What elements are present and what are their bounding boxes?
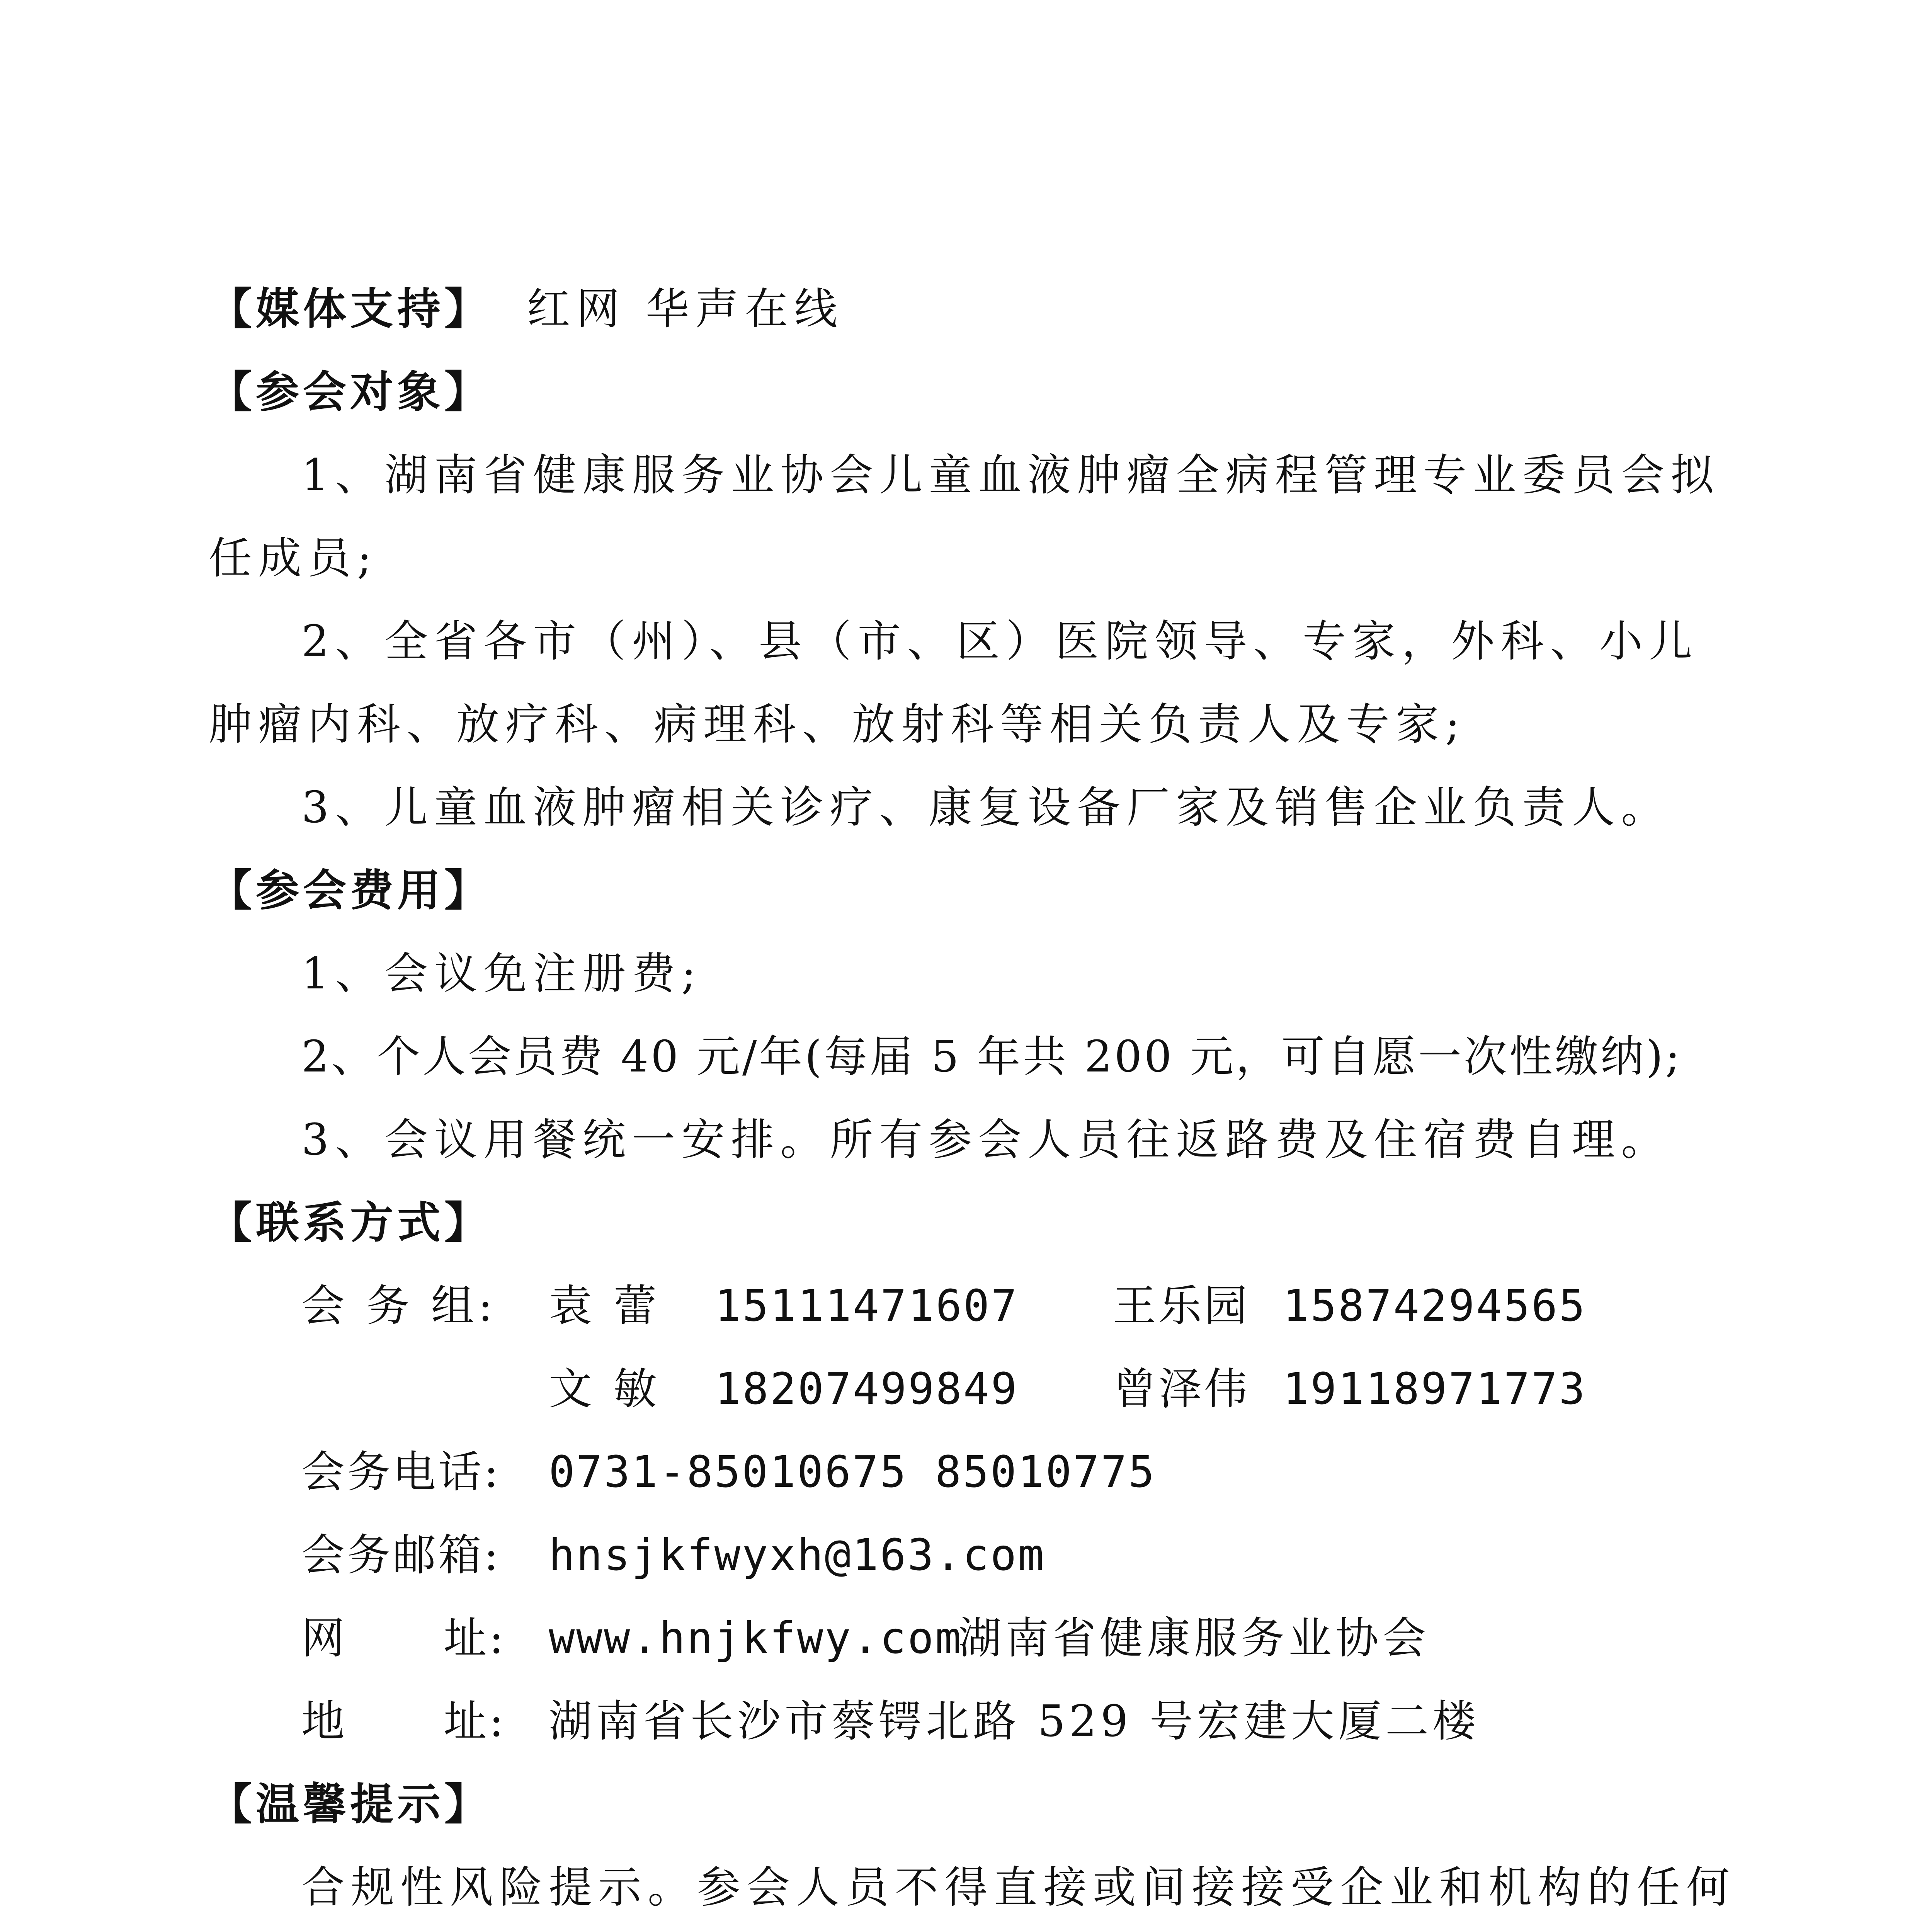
- contact-person4-name: 曾泽伟: [1113, 1364, 1250, 1414]
- fees-item2: 2、个人会员费 40 元/年(每届 5 年共 200 元，可自愿一次性缴纳);: [301, 1032, 1682, 1082]
- contact-phone-value: 0731-85010675 85010775: [549, 1447, 1156, 1497]
- contact-person3-name: 文 敏: [549, 1364, 661, 1414]
- media-section: [209, 282, 844, 336]
- contact-address-label: 地 址:: [301, 1696, 506, 1747]
- contact-phone-label: 会务电话:: [301, 1447, 501, 1497]
- media-content: 红网 华声在线: [527, 284, 844, 334]
- participants-item2-line1: 2、全省各市（州）、县（市、区）医院领导、专家，外科、小儿: [301, 616, 1699, 667]
- reminder-heading: 【温馨提示】: [209, 1779, 492, 1830]
- fees-heading: 【参会费用】: [209, 866, 492, 916]
- fees-item1: 1、会议免注册费;: [301, 949, 702, 999]
- contact-person3-phone: 18207499849: [715, 1364, 1019, 1414]
- contact-person1-phone: 15111471607: [715, 1281, 1019, 1331]
- participants-item2-line2: 肿瘤内科、放疗科、病理科、放射科等相关负责人及专家;: [209, 699, 1466, 750]
- contact-person2-phone: 15874294565: [1283, 1281, 1587, 1331]
- participants-item1-line1: 1、湖南省健康服务业协会儿童血液肿瘤全病程管理专业委员会拟: [301, 450, 1720, 500]
- contact-web-value[interactable]: www.hnjkfwy.com: [549, 1613, 963, 1663]
- contact-heading: 【联系方式】: [209, 1198, 492, 1248]
- fees-item3: 3、会议用餐统一安排。所有参会人员往返路费及住宿费自理。: [301, 1115, 1671, 1165]
- contact-person1-name: 袁 蕾: [549, 1281, 661, 1331]
- media-heading: 【媒体支持】: [209, 284, 492, 334]
- contact-email-value[interactable]: hnsjkfwyxh@163.com: [549, 1530, 1046, 1580]
- contact-person4-phone: 19118971773: [1283, 1364, 1587, 1414]
- participants-item1-line2: 任成员;: [209, 533, 378, 583]
- reminder-line1: 合规性风险提示。参会人员不得直接或间接接受企业和机构的任何: [301, 1862, 1736, 1913]
- participants-item3: 3、儿童血液肿瘤相关诊疗、康复设备厂家及销售企业负责人。: [301, 782, 1671, 833]
- contact-address-value: 湖南省长沙市蔡锷北路 529 号宏建大厦二楼: [549, 1696, 1480, 1747]
- contact-web-label: 网 址:: [301, 1613, 506, 1663]
- contact-email-label: 会务邮箱:: [301, 1530, 501, 1580]
- contact-group-label: 会 务 组:: [301, 1281, 497, 1331]
- participants-heading: 【参会对象】: [209, 367, 492, 417]
- contact-person2-name: 王乐园: [1113, 1281, 1250, 1331]
- contact-web-name: 湖南省健康服务业协会: [958, 1613, 1430, 1663]
